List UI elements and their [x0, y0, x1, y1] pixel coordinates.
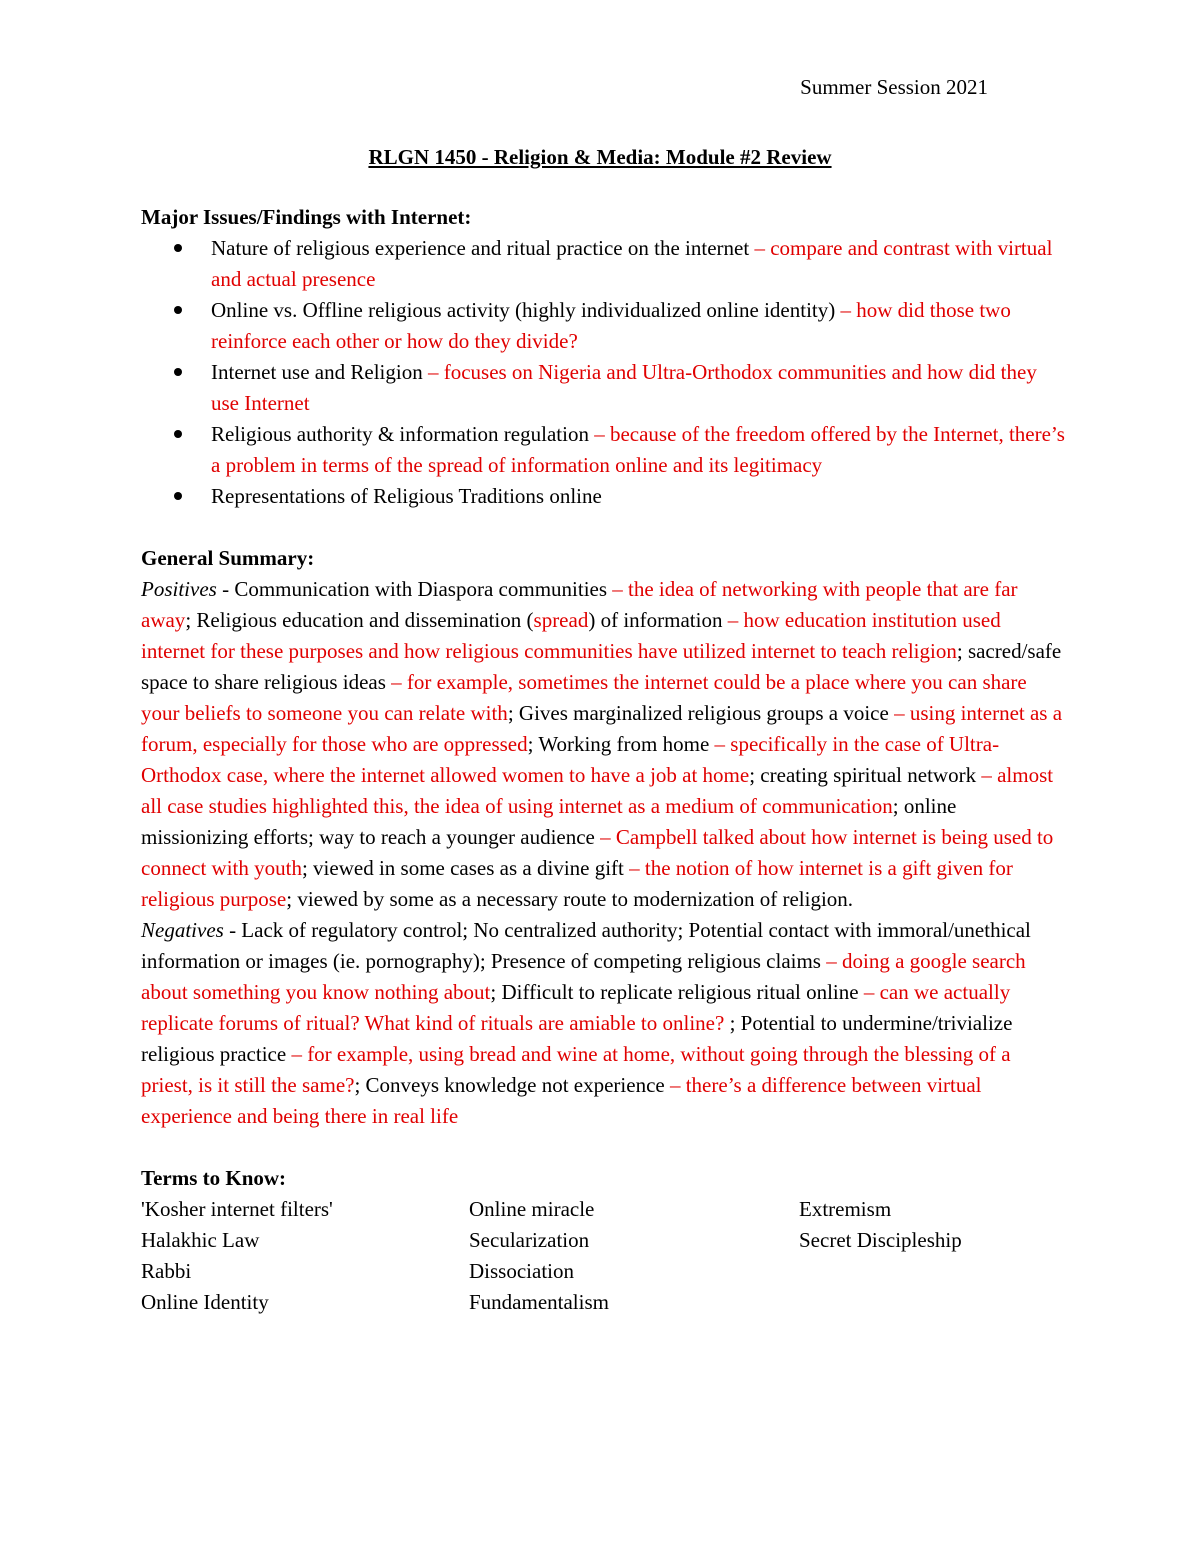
terms-heading: Terms to Know:	[141, 1166, 287, 1190]
summary-note: – how education institution used internet for these purposes and how religious communities have utilized internet to teach religion	[141, 608, 1001, 663]
spacer	[141, 1132, 1066, 1163]
issue-text: Online vs. Offline religious activity (highly individualized online identity)	[211, 298, 836, 322]
term-item: Dissociation	[469, 1259, 574, 1283]
summary-text: ; Difficult to replicate religious ritual online	[490, 980, 864, 1004]
term-item: Online miracle	[469, 1197, 595, 1221]
term-item	[799, 1256, 1059, 1287]
list-item	[141, 357, 1066, 419]
spacer	[141, 512, 1066, 543]
term-item: Secret Discipleship	[799, 1228, 962, 1252]
issue-text: Representations of Religious Traditions online	[211, 484, 602, 508]
list-item	[141, 233, 1066, 295]
term-item: Extremism	[799, 1197, 892, 1221]
summary-note: – using internet as a forum, especially for those who are oppressed	[141, 701, 1063, 756]
positives-label: Positives	[141, 577, 217, 601]
summary-note: – there’s a difference between virtual experience and being there in real life	[141, 1073, 982, 1128]
summary-text: - Lack of regulatory control; No centralized authority; Potential contact with immoral/unethical information or images (ie. pornography); Presence of competing religious claims	[141, 918, 1031, 973]
bullet-icon	[174, 368, 182, 376]
term-item: Secularization	[469, 1228, 590, 1252]
summary-text: ; Religious education and dissemination (	[185, 608, 534, 632]
issue-text: Internet use and Religion	[211, 360, 423, 384]
term-item: Online Identity	[141, 1290, 269, 1314]
bullet-icon	[174, 430, 182, 438]
list-item	[141, 419, 1066, 481]
bullet-icon	[174, 492, 182, 500]
summary-note: – the idea of networking with people that are far away	[141, 577, 1018, 632]
issue-note: – focuses on Nigeria and Ultra-Orthodox communities and how did they use Internet	[211, 360, 1037, 415]
summary-text: ; viewed by some as a necessary route to modernization of religion.	[286, 887, 854, 911]
bullet-icon	[174, 306, 182, 314]
summary-text: - Communication with Diaspora communities	[216, 577, 613, 601]
summary-text: ; viewed in some cases as a divine gift	[301, 856, 630, 880]
list-item	[141, 295, 1066, 357]
term-item: Halakhic Law	[141, 1228, 260, 1252]
summary-text: ; Working from home	[527, 732, 715, 756]
term-item: Fundamentalism	[469, 1290, 609, 1314]
major-issues-list	[141, 233, 1066, 512]
summary-heading: General Summary:	[141, 546, 315, 570]
summary-text: ; online missionizing efforts; way to reach a younger audience	[141, 794, 957, 849]
issue-text: Religious authority & information regulation	[211, 422, 589, 446]
terms-grid	[141, 1194, 1066, 1318]
document-body	[141, 202, 1066, 1318]
summary-text: ; sacred/safe space to share religious ideas	[141, 639, 1062, 694]
issue-text: Nature of religious experience and ritual practice on the internet	[211, 236, 750, 260]
session-header: Summer Session 2021	[800, 75, 988, 99]
issue-note: – how did those two reinforce each other or how do they divide?	[211, 298, 1011, 353]
list-item	[141, 481, 1066, 512]
issue-note: – compare and contrast with virtual and actual presence	[211, 236, 1053, 291]
term-item: Rabbi	[141, 1259, 192, 1283]
summary-text: ) of information	[588, 608, 728, 632]
summary-note: spread	[533, 608, 589, 632]
summary-note: – Campbell talked about how internet is being used to connect with youth	[141, 825, 1054, 880]
summary-note: – specifically in the case of Ultra-Orthodox case, where the internet allowed women to have a job at home	[141, 732, 1000, 787]
major-issues-heading: Major Issues/Findings with Internet:	[141, 205, 472, 229]
summary-text: ; Conveys knowledge not experience	[354, 1073, 670, 1097]
issue-note: – because of the freedom offered by the Internet, there’s a problem in terms of the spread of information online and its legitimacy	[211, 422, 1065, 477]
summary-text: ; Gives marginalized religious groups a voice	[507, 701, 895, 725]
summary-note: – almost all case studies highlighted this, the idea of using internet as a medium of communication	[141, 763, 1054, 818]
summary-text: ; Potential to undermine/trivialize religious practice	[141, 1011, 1013, 1066]
summary-note: – doing a google search about something you know nothing about	[141, 949, 1026, 1004]
summary-note: – for example, sometimes the internet could be a place where you can share your beliefs to someone you can relate with	[141, 670, 1027, 725]
summary-text: ; creating spiritual network	[749, 763, 982, 787]
bullet-icon	[174, 244, 182, 252]
negatives-label: Negatives	[141, 918, 224, 942]
summary-note: – the notion of how internet is a gift given for religious purpose	[141, 856, 1013, 911]
negatives-paragraph	[141, 915, 1066, 1132]
term-item: 'Kosher internet filters'	[141, 1197, 333, 1221]
general-summary	[141, 543, 1066, 1132]
term-item	[799, 1287, 1059, 1318]
summary-note: – can we actually replicate forums of ritual? What kind of rituals are amiable to online?	[141, 980, 1011, 1035]
page-title: RLGN 1450 - Religion & Media: Module #2 Review	[368, 145, 832, 169]
positives-paragraph	[141, 574, 1066, 915]
negatives-text	[141, 918, 1031, 1128]
summary-note: – for example, using bread and wine at home, without going through the blessing of a priest, is it still the same?	[141, 1042, 1011, 1097]
positives-text	[141, 577, 1062, 911]
